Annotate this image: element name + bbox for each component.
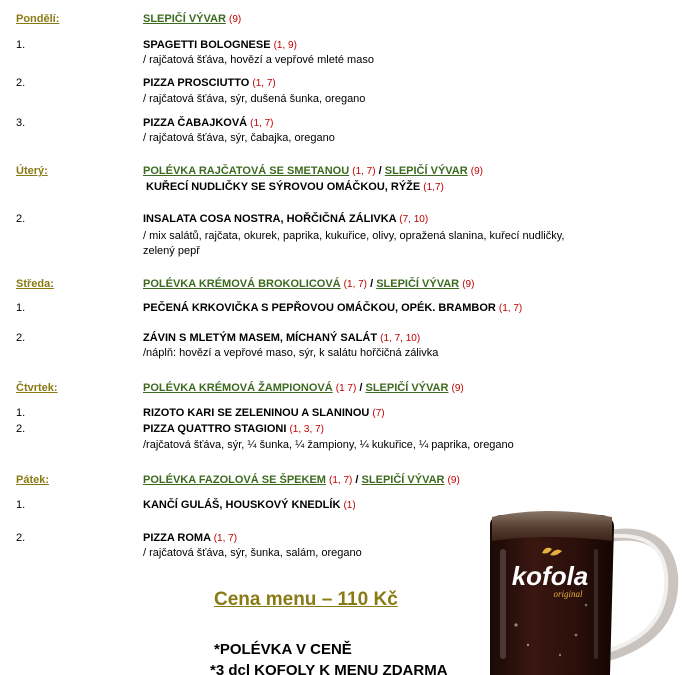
dish-allergens: (1, 7)	[250, 118, 274, 129]
day-heading-friday: Pátek:	[16, 474, 50, 486]
soup-name: POLÉVKA RAJČATOVÁ SE SMETANOU	[143, 165, 350, 177]
dish-line	[143, 422, 324, 437]
soup-line-tuesday	[143, 164, 483, 179]
dish-line	[143, 38, 297, 53]
dish-name: PIZZA QUATTRO STAGIONI	[143, 423, 287, 435]
dish-allergens: (7)	[372, 408, 385, 419]
soup-name: SLEPIČÍ VÝVAR	[384, 165, 468, 177]
dish-number: 2.	[16, 423, 26, 435]
dish-name: SPAGETTI BOLOGNESE	[143, 39, 271, 51]
dish-allergens: (1, 9)	[273, 40, 297, 51]
soup-name: SLEPIČÍ VÝVAR	[365, 382, 449, 394]
dish-line	[143, 212, 428, 227]
dish-name: INSALATA COSA NOSTRA, HOŘČIČNÁ ZÁLIVKA	[143, 213, 397, 225]
day-heading-wednesday: Středa:	[16, 278, 54, 290]
soup-line-wednesday	[143, 277, 474, 292]
day-heading-tuesday: Úterý:	[16, 165, 48, 177]
soup-allergens: (1, 7)	[343, 279, 368, 290]
soup-allergens: (1, 7)	[352, 166, 376, 177]
soup-name: POLÉVKA KRÉMOVÁ ŽAMPIONOVÁ	[143, 382, 333, 394]
day-heading-monday: Pondělí:	[16, 13, 60, 25]
dish-allergens: (1)	[343, 500, 356, 511]
dish-description: / rajčatová šťáva, sýr, šunka, salám, oregano	[143, 547, 362, 559]
dish-number: 3.	[16, 117, 26, 129]
soup-allergens: (9)	[462, 279, 475, 290]
dish-name: KUŘECÍ NUDLIČKY SE SÝROVOU OMÁČKOU, RÝŽE	[146, 181, 421, 193]
dish-allergens: (1,7)	[423, 182, 444, 193]
dish-number: 2.	[16, 213, 26, 225]
mug-brand-text: kofola	[511, 561, 589, 591]
dish-name: ZÁVIN S MLETÝM MASEM, MÍCHANÝ SALÁT	[143, 332, 378, 344]
soup-allergens: (9)	[470, 166, 483, 177]
dish-allergens: (1, 3, 7)	[289, 424, 324, 435]
dish-description: / rajčatová šťáva, sýr, dušená šunka, oregano	[143, 93, 366, 105]
soup-line-monday	[143, 12, 241, 27]
menu-price: Cena menu – 110 Kč	[214, 589, 398, 610]
dish-description: /náplň: hovězí a vepřové maso, sýr, k salátu hořčičná zálivka	[143, 347, 439, 359]
soup-allergens: (9)	[447, 475, 460, 486]
dish-allergens: (1, 7)	[498, 303, 523, 314]
soup-allergens: (1, 7)	[329, 475, 353, 486]
dish-line	[143, 331, 420, 346]
dish-line	[146, 180, 444, 195]
dish-name: PIZZA PROSCIUTTO	[143, 77, 250, 89]
dish-number: 1.	[16, 407, 26, 419]
soup-separator: /	[378, 165, 382, 177]
dish-name: KANČÍ GULÁŠ, HOUSKOVÝ KNEDLÍK	[143, 499, 341, 511]
dish-number: 2.	[16, 77, 26, 89]
soup-allergens: (1 7)	[335, 383, 357, 394]
soup-allergens: (9)	[451, 383, 464, 394]
day-heading-thursday: Čtvrtek:	[16, 382, 58, 394]
soup-separator: /	[359, 382, 363, 394]
soup-name: SLEPIČÍ VÝVAR	[143, 13, 226, 25]
dish-number: 1.	[16, 39, 26, 51]
dish-name: RIZOTO KARI SE ZELENINOU A SLANINOU	[143, 407, 370, 419]
dish-name: PIZZA ČABAJKOVÁ	[143, 117, 248, 129]
dish-number: 2.	[16, 532, 26, 544]
dish-description: / rajčatová šťáva, sýr, čabajka, oregano	[143, 132, 335, 144]
soup-line-friday	[143, 473, 460, 488]
soup-allergens: (9)	[229, 14, 242, 25]
dish-line	[143, 406, 385, 421]
note-free-kofola: *3 dcl KOFOLY K MENU ZDARMA	[210, 662, 448, 675]
dish-description: / mix salátů, rajčata, okurek, paprika, kukuřice, olivy, opražená slanina, kuřecí nudličky,	[143, 230, 565, 242]
dish-line	[143, 531, 237, 546]
dish-number: 2.	[16, 332, 26, 344]
kofola-mug-image	[476, 505, 682, 675]
dish-allergens: (1, 7, 10)	[380, 333, 421, 344]
dish-description: / rajčatová šťáva, hovězí a vepřové mleté maso	[143, 54, 374, 66]
dish-allergens: (1, 7)	[252, 78, 276, 89]
dish-name: PEČENÁ KRKOVIČKA S PEPŘOVOU OMÁČKOU, OPÉK. BRAMBOR	[143, 302, 496, 314]
soup-name: SLEPIČÍ VÝVAR	[376, 278, 460, 290]
dish-allergens: (7, 10)	[399, 214, 429, 225]
soup-name: POLÉVKA KRÉMOVÁ BROKOLICOVÁ	[143, 278, 341, 290]
dish-allergens: (1, 7)	[213, 533, 238, 544]
soup-name: POLÉVKA FAZOLOVÁ SE ŠPEKEM	[143, 474, 326, 486]
soup-separator: /	[370, 278, 374, 290]
dish-name: PIZZA ROMA	[143, 532, 211, 544]
mug-sub-text: original	[553, 589, 583, 599]
soup-separator: /	[355, 474, 359, 486]
dish-description-cont: zelený pepř	[143, 245, 200, 257]
dish-number: 1.	[16, 302, 26, 314]
dish-line	[143, 76, 276, 91]
dish-line	[143, 116, 274, 131]
dish-number: 1.	[16, 499, 26, 511]
soup-name: SLEPIČÍ VÝVAR	[361, 474, 445, 486]
dish-line	[143, 301, 522, 316]
dish-line	[143, 498, 356, 513]
soup-line-thursday	[143, 381, 464, 396]
dish-description: /rajčatová šťáva, sýr, ¼ šunka, ¼ žampiony, ¼ kukuřice, ¼ paprika, oregano	[143, 439, 514, 451]
note-soup-included: *POLÉVKA V CENĚ	[214, 641, 352, 658]
